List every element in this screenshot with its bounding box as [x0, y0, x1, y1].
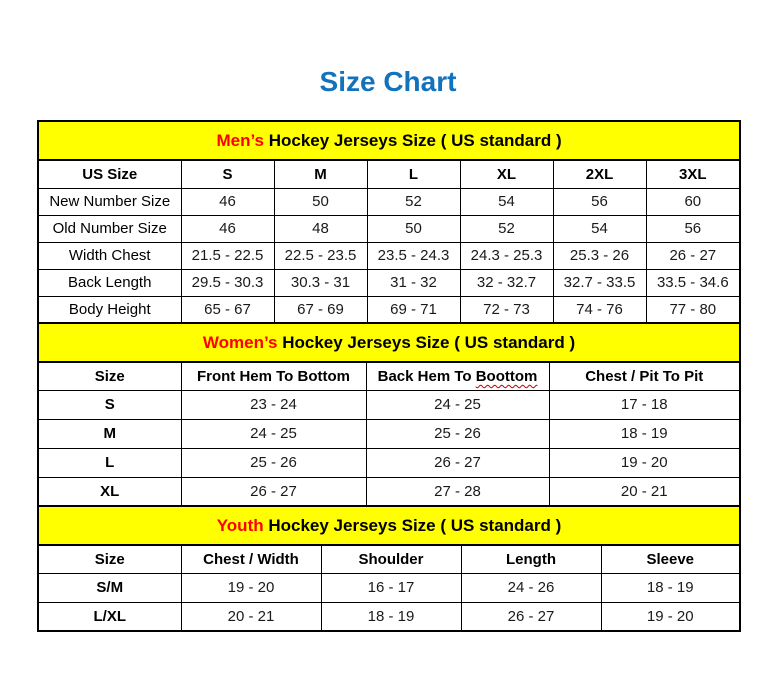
table-cell: 26 - 27: [646, 242, 740, 269]
table-cell: 18 - 19: [321, 602, 461, 631]
column-header: 2XL: [553, 160, 646, 188]
row-label: S/M: [38, 573, 181, 602]
table-cell: 52: [460, 215, 553, 242]
table-cell: 72 - 73: [460, 296, 553, 323]
womens-section-title: [38, 323, 740, 362]
table-cell: 60: [646, 188, 740, 215]
table-cell: 54: [553, 215, 646, 242]
table-cell: 18 - 19: [549, 419, 740, 448]
table-cell: 32 - 32.7: [460, 269, 553, 296]
column-header: Size: [38, 545, 181, 573]
table-row: [38, 573, 740, 602]
table-row: [38, 419, 740, 448]
mens-section-title-accent: Men’s: [216, 130, 264, 150]
womens-section-title-accent: Women’s: [202, 332, 278, 352]
mens-section-band: [38, 121, 740, 160]
table-cell: 48: [274, 215, 367, 242]
table-row: [38, 390, 740, 419]
table-cell: 25.3 - 26: [553, 242, 646, 269]
table-cell: 19 - 20: [601, 602, 740, 631]
row-label: L: [38, 448, 181, 477]
womens-size-table: [37, 322, 741, 507]
womens-section-band: [38, 323, 740, 362]
table-cell: 26 - 27: [181, 477, 366, 506]
table-cell: 24 - 25: [181, 419, 366, 448]
table-cell: 31 - 32: [367, 269, 460, 296]
table-row: [38, 448, 740, 477]
mens-size-table: [37, 120, 741, 324]
table-cell: 25 - 26: [181, 448, 366, 477]
column-header: L: [367, 160, 460, 188]
table-row: [38, 269, 740, 296]
row-label: Back Length: [38, 269, 181, 296]
womens-header-row: [38, 362, 740, 390]
youth-section-title-rest: Hockey Jerseys Size ( US standard ): [263, 515, 562, 535]
mens-section-title-rest: Hockey Jerseys Size ( US standard ): [264, 130, 562, 150]
table-cell: 46: [181, 188, 274, 215]
column-header: Front Hem To Bottom: [181, 362, 366, 390]
column-header: US Size: [38, 160, 181, 188]
row-label: Body Height: [38, 296, 181, 323]
column-header: Length: [461, 545, 601, 573]
table-cell: 23.5 - 24.3: [367, 242, 460, 269]
column-header: 3XL: [646, 160, 740, 188]
column-header: XL: [460, 160, 553, 188]
column-header: S: [181, 160, 274, 188]
mens-header-row: [38, 160, 740, 188]
table-cell: 52: [367, 188, 460, 215]
table-cell: 50: [367, 215, 460, 242]
table-row: [38, 477, 740, 506]
table-cell: 27 - 28: [366, 477, 549, 506]
youth-section-title-accent: Youth: [216, 515, 264, 535]
table-cell: 19 - 20: [549, 448, 740, 477]
table-cell: 24 - 25: [366, 390, 549, 419]
mens-section-title: [38, 121, 740, 160]
table-cell: 19 - 20: [181, 573, 321, 602]
row-label: Width Chest: [38, 242, 181, 269]
table-row: [38, 188, 740, 215]
table-cell: 23 - 24: [181, 390, 366, 419]
table-cell: 69 - 71: [367, 296, 460, 323]
column-header: Shoulder: [321, 545, 461, 573]
womens-section-title-rest: Hockey Jerseys Size ( US standard ): [277, 332, 576, 352]
youth-section-title: [38, 506, 740, 545]
table-cell: 56: [553, 188, 646, 215]
table-cell: 17 - 18: [549, 390, 740, 419]
youth-size-table: [37, 505, 741, 632]
table-cell: 32.7 - 33.5: [553, 269, 646, 296]
table-cell: 33.5 - 34.6: [646, 269, 740, 296]
row-label: S: [38, 390, 181, 419]
column-header: M: [274, 160, 367, 188]
table-cell: 67 - 69: [274, 296, 367, 323]
column-header: Chest / Width: [181, 545, 321, 573]
column-header: Chest / Pit To Pit: [549, 362, 740, 390]
table-cell: 20 - 21: [181, 602, 321, 631]
row-label: XL: [38, 477, 181, 506]
table-cell: 30.3 - 31: [274, 269, 367, 296]
misspelled-word: Boottom: [475, 367, 538, 385]
table-cell: 18 - 19: [601, 573, 740, 602]
table-cell: 74 - 76: [553, 296, 646, 323]
table-cell: 77 - 80: [646, 296, 740, 323]
table-cell: 22.5 - 23.5: [274, 242, 367, 269]
table-cell: 25 - 26: [366, 419, 549, 448]
youth-section-band: [38, 506, 740, 545]
size-chart-tables: [37, 120, 739, 632]
table-row: [38, 215, 740, 242]
row-label: Old Number Size: [38, 215, 181, 242]
table-cell: 46: [181, 215, 274, 242]
table-cell: 21.5 - 22.5: [181, 242, 274, 269]
table-row: [38, 602, 740, 631]
row-label: New Number Size: [38, 188, 181, 215]
table-cell: 24 - 26: [461, 573, 601, 602]
table-cell: 50: [274, 188, 367, 215]
table-row: [38, 296, 740, 323]
table-row: [38, 242, 740, 269]
table-cell: 24.3 - 25.3: [460, 242, 553, 269]
table-cell: 65 - 67: [181, 296, 274, 323]
column-header-text: Back Hem To: [377, 367, 476, 385]
table-cell: 20 - 21: [549, 477, 740, 506]
row-label: M: [38, 419, 181, 448]
column-header: Size: [38, 362, 181, 390]
table-cell: 56: [646, 215, 740, 242]
youth-header-row: [38, 545, 740, 573]
table-cell: 16 - 17: [321, 573, 461, 602]
row-label: L/XL: [38, 602, 181, 631]
column-header: [366, 362, 549, 390]
column-header: Sleeve: [601, 545, 740, 573]
table-cell: 26 - 27: [366, 448, 549, 477]
table-cell: 26 - 27: [461, 602, 601, 631]
page-title: Size Chart: [319, 66, 457, 97]
table-cell: 29.5 - 30.3: [181, 269, 274, 296]
table-cell: 54: [460, 188, 553, 215]
